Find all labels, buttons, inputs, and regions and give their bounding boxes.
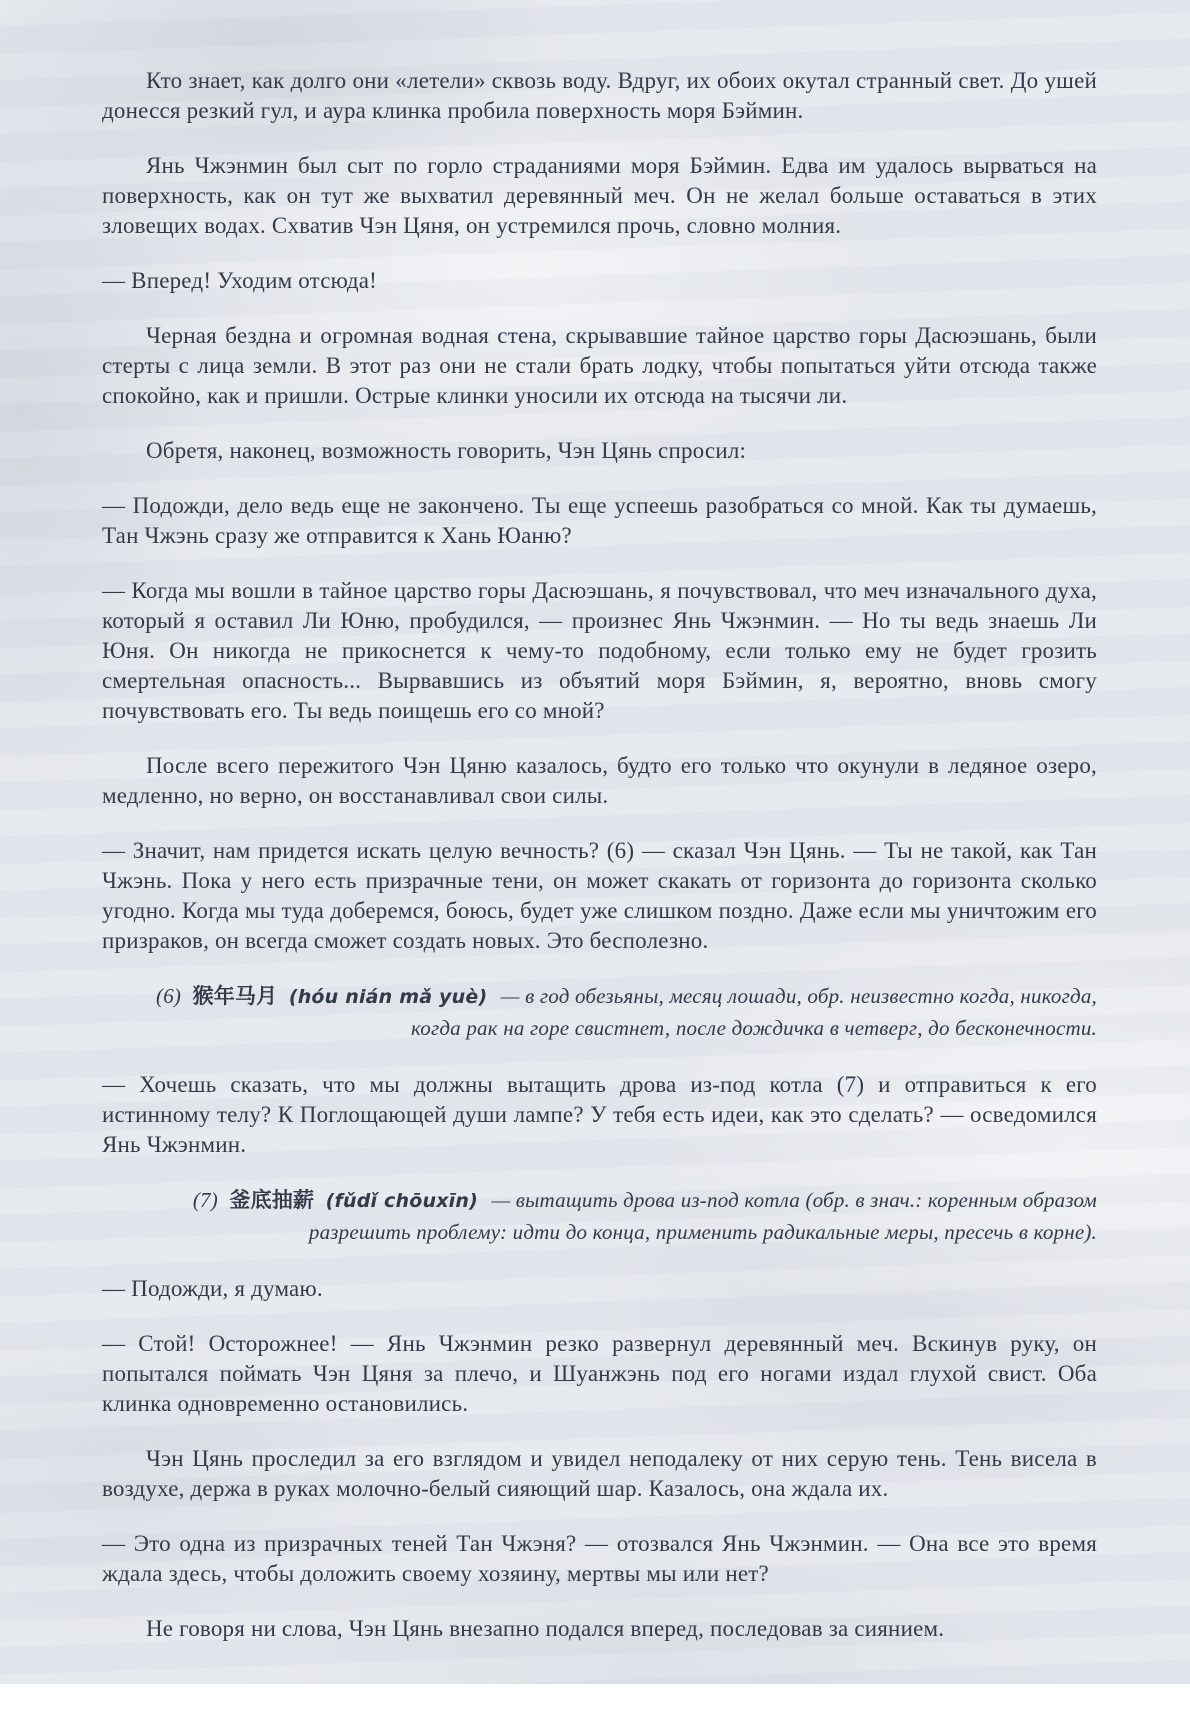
paragraph-dialogue: — Подожди, дело ведь еще не закончено. Ты еще успеешь разобраться со мной. Как ты думаешь, Тан Чжэнь сразу же отправится к Хань Юаню? [102,493,1097,548]
footnote-marker: (6) [156,984,182,1008]
paragraph-narrative: Янь Чжэнмин был сыт по горло страданиями моря Бэймин. Едва им удалось вырваться на поверхность, как он тут же выхватил деревянный меч. Он не желал больше оставаться в этих зловещих водах. Схватив Чэн Цяня, он устремился прочь, словно молния. [102,153,1097,238]
footnote-text: — в год обезьяны, месяц лошади, обр. неизвестно когда, никогда, когда рак на горе свистнет, после дождичка в четверг, до бесконечности. [411,984,1097,1040]
footnote-pinyin: (hóu nián mǎ yuè) [288,986,488,1008]
footnote-hanzi: 釜底抽薪 [229,1188,315,1212]
paragraph-dialogue: — Хочешь сказать, что мы должны вытащить дрова из-под котла (7) и отправиться к его истинному телу? К Поглощающей души лампе? У тебя есть идеи, как это сделать? — осведомился Янь Чжэнмин. [102,1072,1097,1157]
footnote-hanzi: 猴年马月 [192,984,278,1008]
paragraph-dialogue: — Когда мы вошли в тайное царство горы Дасюэшань, я почувствовал, что меч изначального духа, который я оставил Ли Юню, пробудился, — произнес Янь Чжэнмин. — Но ты ведь знаешь Ли Юня. Он никогда не прикоснется к чему-то подобному, если только ему не будет грозить смертельная опасность... Вырвавшись из объятий моря Бэймин, я, вероятно, вновь смогу почувствовать его. Ты ведь поищешь его со мной? [102,578,1097,723]
footnote-text: — вытащить дрова из-под котла (обр. в знач.: коренным образом разрешить проблему: идти до конца, применить радикальные меры, пресечь в корне). [308,1188,1097,1244]
paragraph-narrative: После всего пережитого Чэн Цяню казалось, будто его только что окунули в ледяное озеро, медленно, но верно, он восстанавливал свои силы. [102,753,1097,808]
footnote-6 [102,981,1097,1044]
paragraph-narrative: Обретя, наконец, возможность говорить, Чэн Цянь спросил: [146,438,747,463]
paragraph-dialogue: — Стой! Осторожнее! — Янь Чжэнмин резко развернул деревянный меч. Вскинув руку, он попытался поймать Чэн Цяня за плечо, и Шуанжэнь под его ногами издал глухой свист. Оба клинка одновременно остановились. [102,1331,1097,1416]
paragraph-narrative: Черная бездна и огромная водная стена, скрывавшие тайное царство горы Дасюэшань, были стерты с лица земли. В этот раз они не стали брать лодку, чтобы попытаться уйти отсюда также спокойно, как и пришли. Острые клинки уносили их отсюда на тысячи ли. [102,323,1097,408]
footnote-pinyin: (fǔdǐ chōuxīn) [325,1190,478,1212]
footnote-7 [102,1185,1097,1248]
paragraph-dialogue: — Это одна из призрачных теней Тан Чжэня? — отозвался Янь Чжэнмин. — Она все это время ждала здесь, чтобы доложить своему хозяину, мертвы мы или нет? [102,1531,1097,1586]
paragraph-dialogue: — Вперед! Уходим отсюда! [102,268,378,293]
paragraph-narrative: Не говоря ни слова, Чэн Цянь внезапно подался вперед, последовав за сиянием. [146,1616,945,1641]
paragraph-narrative: Чэн Цянь проследил за его взглядом и увидел неподалеку от них серую тень. Тень висела в воздухе, держа в руках молочно-белый сияющий шар. Казалось, она ждала их. [102,1446,1097,1501]
paragraph-dialogue: — Подожди, я думаю. [102,1276,323,1301]
paragraph-narrative: Кто знает, как долго они «летели» сквозь воду. Вдруг, их обоих окутал странный свет. До ушей донесся резкий гул, и аура клинка пробила поверхность моря Бэймин. [102,68,1097,123]
footnote-marker: (7) [192,1188,218,1212]
paragraph-dialogue: — Значит, нам придется искать целую вечность? (6) — сказал Чэн Цянь. — Ты не такой, как Тан Чжэнь. Пока у него есть призрачные тени, он может скакать от горизонта до горизонта сколько угодно. Когда мы туда доберемся, боюсь, будет уже слишком поздно. Даже если мы уничтожим его призраков, он всегда сможет создать новых. Это бесполезно. [102,838,1097,953]
